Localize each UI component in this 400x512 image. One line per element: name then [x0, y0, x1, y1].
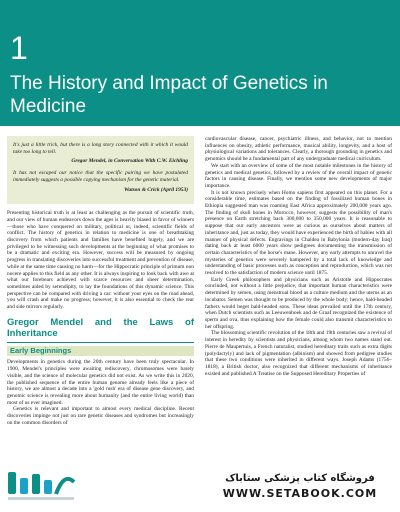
- body-paragraph: It is not known precisely when Homo sapiens first appeared on this planet. For a considerable time, estimates based on the finding of fossilized human bones in Ethiopia suggested man was roaming East Africa approximately 200,000 years ago. The finding of skull bones in Morocco, however, suggests the possibility of man's presence on Earth stretching back 300,000 to 350,000 years. It is reasonable to suppose that our early ancestors were as curious as ourselves about matters of inheritance and, just as today, they would have experienced the birth of babies with all manner of physical defects. Engravings in Chaldea in Babylonia (modern-day Iraq) dating back at least 6000 years show pedigrees documenting the transmission of certain characteristics of the horse's mane. However, any early attempts to unravel the mysteries of genetics were severely hampered by a total lack of knowledge and understanding of basic processes such as conception and reproduction, which was not resolved to the satisfaction of modern science until 1875.: [205, 189, 392, 277]
- section-heading: Gregor Mendel and the Laws of Inheritance: [7, 316, 194, 339]
- epigraph-quote: It's just a little trick, but there is a long story connected with it which it would take too long to tell.: [13, 142, 188, 155]
- right-column: [205, 136, 392, 377]
- body-paragraph: Presenting historical truth is at least as challenging as the pursuit of scientific truth, and our view of human endeavors down the ages is heavily biased in favor of winners—those who have conquered on military, political or, indeed, scientific fields of conflict. The history of genetics in relation to medicine is one of breathtaking discovery from which patients and families have benefited hugely, and we are privileged to be witnessing such developments at the beginning of what promises to be a dramatic and exciting era. However, success will be measured by ongoing progress in translating discoveries into successful treatment and prevention of disease, while at the same time causing no harm—for the Hippocratic principle of primum non nocere applies to this field as any other. It is always inspiring to look back with awe at what our forebears achieved with scarce resources and sheer determination, sometimes aided by serendipity, to lay the foundations of this dynamic science. This perspective can be compared with driving a car: without your eyes on the road ahead, you will crash and make no progress; however, it is also essential to check the rear and side mirrors regularly.: [7, 210, 194, 311]
- epigraph-attribution: Watson & Crick (April 1953): [124, 186, 188, 193]
- subsection-heading: Early Beginnings: [7, 346, 194, 357]
- watermark-logo: [6, 468, 78, 504]
- section-divider: [7, 342, 194, 343]
- body-paragraph: Early Greek philosophers and physicians such as Aristotle and Hippocrates concluded, not without a little prejudice, that important human characteristics were determined by semen, using menstrual blood as a culture medium and the uterus as an incubator. Semen was thought to be produced by the whole body; hence, bald-headed fathers would beget bald-headed sons. These ideas prevailed until the 17th century, when Dutch scientists such as Leeuwenhoek and de Graaf recognized the existence of sperm and ova, thus explaining how the female could also transmit characteristics to her offspring.: [205, 276, 392, 330]
- epigraph-quote: It has not escaped our notice that the specific pairing we have postulated immediately suggests a possible copying mechanism for the genetic material.: [13, 170, 188, 183]
- epigraph-attribution: Gregor Mendel, in Conversation With C.W. Eichling: [71, 158, 188, 165]
- body-paragraph: We start with an overview of some of the most notable milestones in the history of genetics and medical genetics, followed by a review of the overall impact of genetic factors in causing disease. Finally, we mention some new developments of major importance.: [205, 162, 392, 189]
- body-paragraph: The blossoming scientific revolution of the 18th and 19th centuries saw a revival of interest in heredity by scientists and physicians, among whom two names stand out. Pierre de Maupertuis, a French naturalist, studied hereditary traits such as extra digits (polydactyly) and lack of pigmentation (albinism) and showed from pedigree studies that these two conditions were inherited in different ways. Joseph Adams (1756–1818), a British doctor, also recognized that different mechanisms of inheritance existed and published A Treatise on the Supposed Hereditary Properties of: [205, 330, 392, 377]
- chapter-number: 1: [10, 30, 28, 66]
- watermark-persian-text: فروشگاه کتاب پزشکی ستاباک: [225, 473, 375, 484]
- epigraph-box: [7, 136, 194, 204]
- chapter-header: [0, 0, 400, 126]
- body-paragraph: cardiovascular disease, cancer, psychiatric illness, and behavior, not to mention influences on obesity, athletic performance, musical ability, longevity, and a host of physiological variations and tolerances. Clearly, a thorough grounding in genetics and genomics should be a fundamental part of any undergraduate medical curriculum.: [205, 136, 392, 163]
- setabook-logo-icon: [6, 468, 78, 504]
- chapter-title: The History and Impact of Genetics in Medicine: [10, 73, 328, 117]
- left-column: [7, 136, 194, 427]
- body-paragraph: Developments in genetics during the 20th century have been truly spectacular. In 1900, Mendel's principles were awaiting rediscovery, chromosomes were barely visible, and the science of molecular genetics did not exist. As we write this in 2020, the published sequence of the entire human genome already feels like a piece of history, we are almost a decade into a 'gold rush' era of disease gene discovery, and genomic science is revealing more about humanity (and the entire living world) than most of us ever imagined.: [7, 359, 194, 406]
- body-paragraph: Genetics is relevant and important to almost every medical discipline. Recent discoveries impinge not just on rare genetic diseases and syndromes but increasingly on the common disorders of: [7, 406, 194, 426]
- watermark-banner: [205, 470, 395, 508]
- watermark-url: WWW.SETABOOK.COM: [222, 487, 378, 500]
